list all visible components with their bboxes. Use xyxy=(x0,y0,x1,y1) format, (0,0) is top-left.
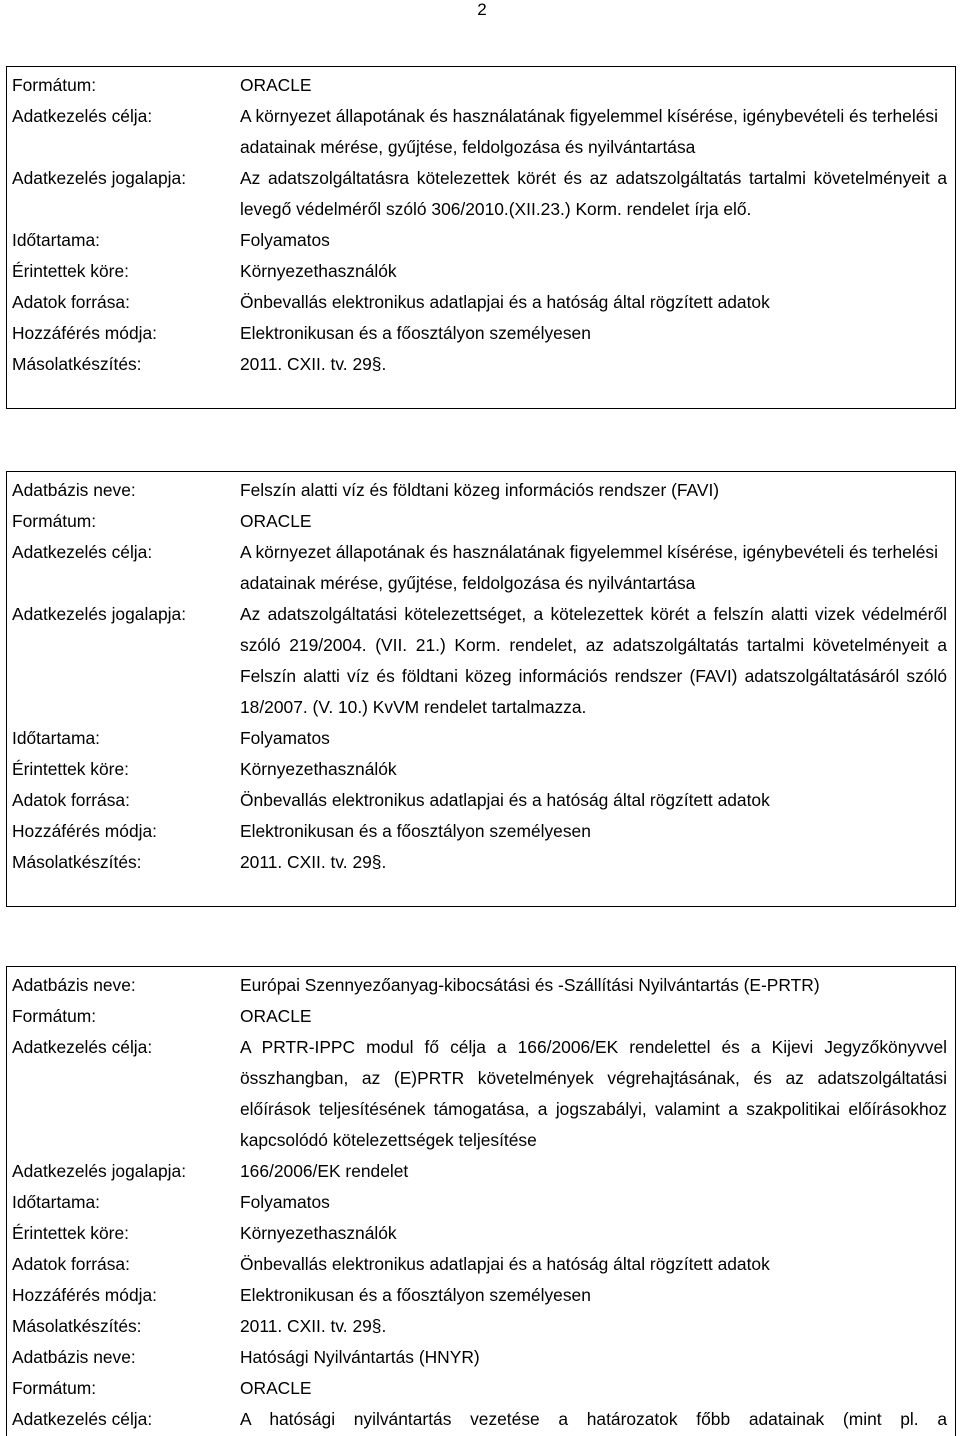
field-value: ORACLE xyxy=(240,75,312,95)
field-label: Formátum: xyxy=(12,1006,97,1026)
page-number: 2 xyxy=(477,0,487,19)
row-access xyxy=(7,318,955,349)
field-value: ORACLE xyxy=(240,511,312,531)
field-label: Másolatkészítés: xyxy=(12,1316,142,1336)
field-value: Elektronikusan és a főosztályon személyesen xyxy=(240,821,591,841)
field-label: Időtartama: xyxy=(12,728,100,748)
row-access xyxy=(7,1280,955,1311)
field-value: A PRTR-IPPC modul fő célja a 166/2006/EK rendelettel és a Kijevi Jegyzőkönyvvel összhangban, az (E)PRTR követelmények végrehajtásának, és az adatszolgáltatási előírások teljesítésének támogatása, a jogszabályi, valamint a szakpolitikai előírásokhoz kapcsolódó kötelezettségek teljesítése xyxy=(240,1037,947,1150)
field-value: 2011. CXII. tv. 29§. xyxy=(240,1316,387,1336)
field-value: Folyamatos xyxy=(240,1192,330,1212)
field-value: Folyamatos xyxy=(240,230,330,250)
record-block-favi xyxy=(6,471,956,907)
field-label: Adatbázis neve: xyxy=(12,480,136,500)
row-affected xyxy=(7,1218,955,1249)
field-value: Önbevallás elektronikus adatlapjai és a hatóság által rögzített adatok xyxy=(240,790,770,810)
field-value: ORACLE xyxy=(240,1378,312,1398)
row-format xyxy=(7,506,955,537)
field-value: Európai Szennyezőanyag-kibocsátási és -Szállítási Nyilvántartás (E-PRTR) xyxy=(240,975,820,995)
field-label: Hozzáférés módja: xyxy=(12,1285,157,1305)
row-format xyxy=(7,1373,955,1404)
field-label: Adatkezelés jogalapja: xyxy=(12,604,187,624)
field-label: Formátum: xyxy=(12,511,97,531)
row-affected xyxy=(7,256,955,287)
field-label: Hozzáférés módja: xyxy=(12,323,157,343)
field-label: Hozzáférés módja: xyxy=(12,821,157,841)
field-value: ORACLE xyxy=(240,1006,312,1026)
field-value: Környezethasználók xyxy=(240,759,397,779)
field-value: Önbevallás elektronikus adatlapjai és a hatóság által rögzített adatok xyxy=(240,292,770,312)
row-legal-basis xyxy=(7,599,955,723)
field-value: 2011. CXII. tv. 29§. xyxy=(240,354,387,374)
field-label: Formátum: xyxy=(12,1378,97,1398)
row-source xyxy=(7,785,955,816)
row-purpose xyxy=(7,1404,955,1435)
row-db-name xyxy=(7,967,955,1001)
record-block-levego xyxy=(6,66,956,409)
field-label: Adatkezelés célja: xyxy=(12,1409,153,1429)
field-value: Felszín alatti víz és földtani közeg információs rendszer (FAVI) xyxy=(240,480,720,500)
field-value: Folyamatos xyxy=(240,728,330,748)
row-purpose xyxy=(7,101,955,163)
field-label: Időtartama: xyxy=(12,230,100,250)
field-label: Adatkezelés célja: xyxy=(12,542,153,562)
record-table xyxy=(7,67,955,380)
row-format xyxy=(7,1001,955,1032)
field-value: Környezethasználók xyxy=(240,1223,397,1243)
row-access xyxy=(7,816,955,847)
field-value: A környezet állapotának és használatának figyelemmel kísérése, igénybevételi és terhelési adatainak mérése, gyűjtése, feldolgozása és nyilvántartása xyxy=(240,106,938,157)
row-copying xyxy=(7,1311,955,1342)
field-label: Adatkezelés jogalapja: xyxy=(12,1161,187,1181)
row-affected xyxy=(7,754,955,785)
field-label: Érintettek köre: xyxy=(12,759,129,779)
field-value: Elektronikusan és a főosztályon személyesen xyxy=(240,1285,591,1305)
field-value: A környezet állapotának és használatának figyelemmel kísérése, igénybevételi és terhelési adatainak mérése, gyűjtése, feldolgozása és nyilvántartása xyxy=(240,542,938,593)
row-source xyxy=(7,287,955,318)
field-value: A hatósági nyilvántartás vezetése a határozatok főbb adatainak (mint pl. a xyxy=(240,1409,947,1429)
row-duration xyxy=(7,1187,955,1218)
field-label: Adatbázis neve: xyxy=(12,975,136,995)
row-copying xyxy=(7,349,955,380)
field-label: Adatkezelés célja: xyxy=(12,1037,153,1057)
record-table xyxy=(7,472,955,878)
record-table xyxy=(7,967,955,1435)
row-purpose xyxy=(7,537,955,599)
row-purpose xyxy=(7,1032,955,1156)
record-block-eprtr xyxy=(6,966,956,1436)
field-label: Másolatkészítés: xyxy=(12,354,142,374)
field-label: Érintettek köre: xyxy=(12,1223,129,1243)
field-label: Adatok forrása: xyxy=(12,1254,130,1274)
row-legal-basis xyxy=(7,1156,955,1187)
field-label: Másolatkészítés: xyxy=(12,852,142,872)
field-label: Adatkezelés jogalapja: xyxy=(12,168,187,188)
field-label: Adatbázis neve: xyxy=(12,1347,136,1367)
field-value: Környezethasználók xyxy=(240,261,397,281)
field-value: Hatósági Nyilvántartás (HNYR) xyxy=(240,1347,480,1367)
row-duration xyxy=(7,225,955,256)
row-duration xyxy=(7,723,955,754)
field-label: Időtartama: xyxy=(12,1192,100,1212)
row-legal-basis xyxy=(7,163,955,225)
row-db-name xyxy=(7,472,955,506)
field-label: Adatkezelés célja: xyxy=(12,106,153,126)
row-copying xyxy=(7,847,955,878)
field-label: Adatok forrása: xyxy=(12,790,130,810)
row-source xyxy=(7,1249,955,1280)
field-value: Elektronikusan és a főosztályon személyesen xyxy=(240,323,591,343)
field-value: Önbevallás elektronikus adatlapjai és a hatóság által rögzített adatok xyxy=(240,1254,770,1274)
field-value: 166/2006/EK rendelet xyxy=(240,1161,409,1181)
field-label: Formátum: xyxy=(12,75,97,95)
field-value: Az adatszolgáltatási kötelezettséget, a kötelezettek körét a felszín alatti vizek védelméről szóló 219/2004. (VII. 21.) Korm. rendelet, az adatszolgáltatás tartalmi követelményeit a Felszín alatti víz és földtani közeg információs rendszer (FAVI) adatszolgáltatásáról szóló 18/2007. (V. 10.) KvVM rendelet tartalmazza. xyxy=(240,604,947,717)
field-label: Adatok forrása: xyxy=(12,292,130,312)
row-db-name xyxy=(7,1342,955,1373)
field-value: Az adatszolgáltatásra kötelezettek körét és az adatszolgáltatás tartalmi követelményeit a levegő védelméről szóló 306/2010.(XII.23.) Korm. rendelet írja elő. xyxy=(240,168,947,219)
field-value: 2011. CXII. tv. 29§. xyxy=(240,852,387,872)
row-format xyxy=(7,67,955,101)
field-label: Érintettek köre: xyxy=(12,261,129,281)
